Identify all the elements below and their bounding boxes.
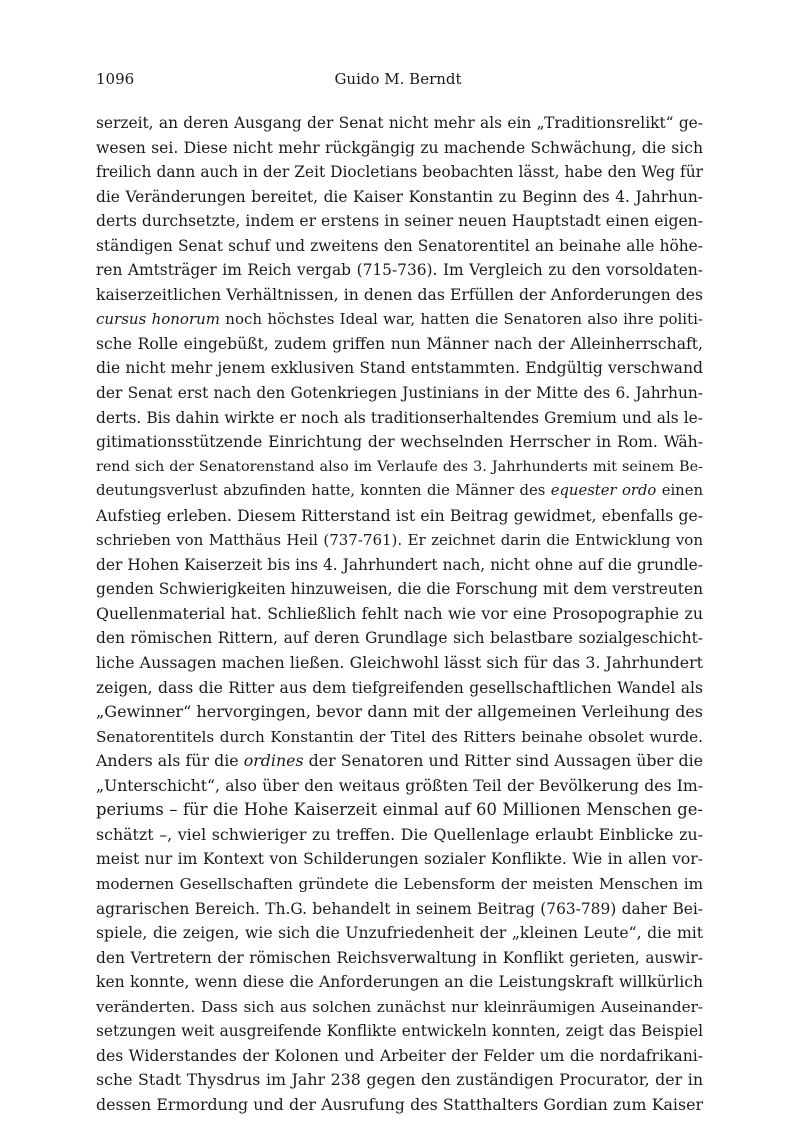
text-line bbox=[96, 528, 703, 553]
text-segment: derts durchsetzte, indem er erstens in seiner neuen Hauptstadt einen eigen- bbox=[96, 212, 703, 231]
text-line bbox=[96, 700, 703, 725]
text-segment: derts. Bis dahin wirkte er noch als traditionserhaltendes Gremium und als le- bbox=[96, 408, 703, 427]
text-segment: schrieben von Matthäus Heil (737-761). Er zeichnet darin die Entwicklung von bbox=[96, 531, 703, 550]
text-segment: rend sich der Senatorenstand also im Verlaufe des 3. Jahrhunderts mit seinem Be- bbox=[96, 458, 703, 475]
text-line bbox=[96, 823, 703, 848]
text-line bbox=[96, 160, 703, 185]
text-segment: die nicht mehr jenem exklusiven Stand entstammten. Endgültig verschwand bbox=[96, 359, 703, 378]
text-line bbox=[96, 921, 703, 946]
text-line bbox=[96, 676, 703, 701]
text-segment: schätzt –, viel schwieriger zu treffen. Die Quellenlage erlaubt Einblicke zu- bbox=[96, 824, 703, 844]
text-segment: kaiserzeitlichen Verhältnissen, in denen das Erfüllen der Anforderungen des bbox=[96, 285, 703, 304]
text-line bbox=[96, 307, 703, 332]
text-segment: der Senat erst nach den Gotenkriegen Justinians in der Mitte des 6. Jahrhun- bbox=[96, 384, 703, 403]
text-segment: den römischen Rittern, auf deren Grundlage sich belastbare sozialgeschicht- bbox=[96, 629, 703, 648]
text-segment: gitimationsstützende Einrichtung der wechselnden Herrscher in Rom. Wäh- bbox=[96, 433, 703, 452]
text-line bbox=[96, 553, 703, 578]
text-line bbox=[96, 258, 703, 283]
body-text bbox=[96, 111, 703, 1117]
text-line bbox=[96, 970, 703, 995]
text-segment: Quellenmaterial hat. Schließlich fehlt nach wie vor eine Prosopographie zu bbox=[96, 603, 703, 623]
text-line bbox=[96, 430, 703, 455]
text-line bbox=[96, 897, 703, 922]
text-segment: veränderten. Dass sich aus solchen zunächst nur kleinräumigen Auseinander- bbox=[96, 997, 703, 1016]
text-line bbox=[96, 209, 703, 234]
text-segment: ken konnte, wenn diese die Anforderungen an die Leistungskraft willkürlich bbox=[96, 973, 703, 992]
text-line bbox=[96, 872, 703, 897]
text-segment: deutungsverlust abzufinden hatte, konnten die Männer des bbox=[96, 482, 551, 500]
text-segment: ren Amtsträger im Reich vergab (715-736). Im Vergleich zu den vorsoldaten- bbox=[96, 261, 703, 280]
text-segment: setzungen weit ausgreifende Konflikte entwickeln konnten, zeigt das Beispiel bbox=[96, 1022, 703, 1041]
text-segment: wesen sei. Diese nicht mehr rückgängig zu machende Schwächung, die sich bbox=[96, 138, 703, 157]
text-line bbox=[96, 283, 703, 308]
text-line bbox=[96, 1044, 703, 1069]
italic-term: cursus honorum bbox=[96, 310, 221, 329]
text-line bbox=[96, 946, 703, 971]
text-segment: Aufstieg erleben. Diesem Ritterstand ist ein Beitrag gewidmet, ebenfalls ge- bbox=[96, 506, 703, 525]
text-segment: die Veränderungen bereitet, die Kaiser Konstantin zu Beginn des 4. Jahrhun- bbox=[96, 187, 703, 206]
text-line bbox=[96, 111, 703, 136]
text-segment: modernen Gesellschaften gründete die Lebensform der meisten Menschen im bbox=[96, 874, 703, 893]
text-line bbox=[96, 185, 703, 210]
text-segment: Senatorentitels durch Konstantin der Titel des Ritters beinahe obsolet wurde. bbox=[96, 727, 703, 746]
text-segment: freilich dann auch in der Zeit Diocletians beobachten lässt, habe den Weg für bbox=[96, 163, 703, 182]
text-line bbox=[96, 847, 703, 872]
text-segment: „Gewinner“ hervorgingen, bevor dann mit der allgemeinen Verleihung des bbox=[96, 702, 703, 722]
page-number: 1096 bbox=[96, 70, 135, 88]
text-line bbox=[96, 234, 703, 259]
text-line bbox=[96, 1019, 703, 1044]
text-line bbox=[96, 602, 703, 627]
text-line bbox=[96, 725, 703, 750]
text-line bbox=[96, 406, 703, 431]
text-line bbox=[96, 455, 703, 480]
text-segment: serzeit, an deren Ausgang der Senat nicht mehr als ein „Traditionsrelikt“ ge- bbox=[96, 114, 703, 132]
text-line bbox=[96, 626, 703, 651]
text-line bbox=[96, 1068, 703, 1093]
text-line bbox=[96, 381, 703, 406]
text-segment: genden Schwierigkeiten hinzuweisen, die die Forschung mit dem verstreuten bbox=[96, 580, 703, 599]
text-segment: der Senatoren und Ritter sind Aussagen über die bbox=[303, 751, 703, 771]
text-segment: der Hohen Kaiserzeit bis ins 4. Jahrhundert nach, nicht ohne auf die grundle- bbox=[96, 555, 703, 574]
text-segment: einen bbox=[656, 482, 704, 500]
text-line bbox=[96, 995, 703, 1020]
text-line bbox=[96, 504, 703, 529]
text-line bbox=[96, 577, 703, 602]
text-line bbox=[96, 332, 703, 357]
text-segment: des Widerstandes der Kolonen und Arbeiter der Felder um die nordafrikani- bbox=[96, 1046, 703, 1065]
italic-term: equester ordo bbox=[550, 482, 657, 500]
page-header bbox=[96, 70, 700, 94]
text-segment: periums – für die Hohe Kaiserzeit einmal auf 60 Millionen Menschen ge- bbox=[96, 800, 703, 820]
text-line bbox=[96, 774, 703, 799]
text-segment: sche Stadt Thysdrus im Jahr 238 gegen den zuständigen Procurator, der in bbox=[96, 1070, 703, 1090]
text-segment: sche Rolle eingebüßt, zudem griffen nun Männer nach der Alleinherrschaft, bbox=[96, 334, 703, 353]
text-line bbox=[96, 651, 703, 676]
text-segment: ständigen Senat schuf und zweitens den Senatorentitel an beinahe alle höhe- bbox=[96, 236, 703, 255]
text-segment: meist nur im Kontext von Schilderungen sozialer Konflikte. Wie in allen vor- bbox=[96, 850, 703, 869]
text-segment: agrarischen Bereich. Th.G. behandelt in seinem Beitrag (763-789) daher Bei- bbox=[96, 899, 703, 918]
text-segment: spiele, die zeigen, wie sich die Unzufriedenheit der „kleinen Leute“, die mit bbox=[96, 924, 703, 943]
text-segment: liche Aussagen machen ließen. Gleichwohl lässt sich für das 3. Jahrhundert bbox=[96, 653, 703, 673]
text-segment: dessen Ermordung und der Ausrufung des Statthalters Gordian zum Kaiser bbox=[96, 1094, 703, 1114]
italic-term: ordines bbox=[243, 751, 304, 771]
text-segment: Anders als für die bbox=[96, 751, 244, 771]
text-line bbox=[96, 356, 703, 381]
text-segment: den Vertretern der römischen Reichsverwaltung in Konflikt gerieten, auswir- bbox=[96, 948, 703, 967]
text-segment: „Unterschicht“, also über den weitaus größten Teil der Bevölkerung des Im- bbox=[96, 776, 703, 795]
text-line bbox=[96, 749, 703, 774]
text-line bbox=[96, 1093, 703, 1118]
text-segment: zeigen, dass die Ritter aus dem tiefgreifenden gesellschaftlichen Wandel als bbox=[96, 678, 703, 697]
text-line bbox=[96, 136, 703, 161]
text-line bbox=[96, 798, 703, 823]
text-segment: noch höchstes Ideal war, hatten die Senatoren also ihre politi- bbox=[220, 310, 703, 329]
text-line bbox=[96, 479, 703, 504]
running-head: Guido M. Berndt bbox=[334, 70, 462, 88]
